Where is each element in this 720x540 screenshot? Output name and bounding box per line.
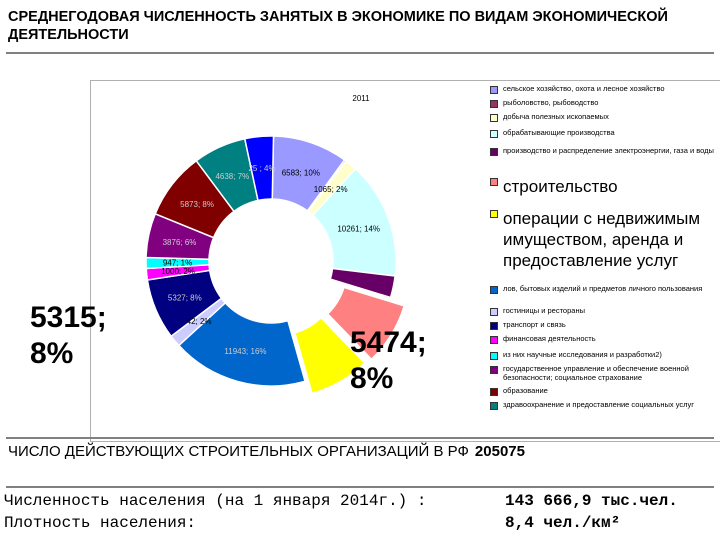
orgs-label: ЧИСЛО ДЕЙСТВУЮЩИХ СТРОИТЕЛЬНЫХ ОРГАНИЗАЦИЙ В РФ bbox=[8, 443, 469, 460]
slice-data-label: 947; 1% bbox=[162, 258, 193, 268]
legend-item bbox=[490, 334, 718, 344]
legend-item bbox=[490, 400, 718, 410]
callout-left: 5315; 8% bbox=[30, 301, 107, 370]
legend-label: рыболовство, рыбоводство bbox=[503, 98, 599, 107]
legend-swatch bbox=[490, 210, 498, 218]
legend-swatch bbox=[490, 336, 498, 344]
legend-label: лов, бытовых изделий и предметов личного пользования bbox=[503, 284, 703, 293]
legend-label: государственное управление и обеспечение военной безопасности; социальное страхование bbox=[503, 364, 689, 382]
legend-item bbox=[490, 98, 718, 108]
legend-item bbox=[490, 284, 718, 294]
density-value: 8,4 чел./км² bbox=[505, 514, 621, 532]
slice-data-label: 1000; 2% bbox=[161, 266, 195, 276]
legend-item bbox=[490, 320, 718, 330]
legend-label: здравоохранение и предоставление социальных услуг bbox=[503, 400, 695, 409]
page-title: СРЕДНЕГОДОВАЯ ЧИСЛЕННОСТЬ ЗАНЯТЫХ В ЭКОНОМИКЕ ПО ВИДАМ ЭКОНОМИЧЕСКОЙ ДЕЯТЕЛЬНОСТИ bbox=[8, 9, 668, 43]
legend-item bbox=[490, 364, 718, 382]
slice-data-label: 5327; 8% bbox=[167, 293, 202, 303]
slice-data-label: 42; 2% bbox=[186, 316, 212, 326]
legend-item bbox=[490, 112, 718, 122]
legend-label: производство и распределение электроэнергии, газа и воды bbox=[503, 146, 714, 155]
legend-label: операции с недвижимым имуществом, аренда и предоставление услуг bbox=[503, 209, 701, 270]
orgs-line bbox=[8, 443, 525, 460]
legend-item bbox=[490, 176, 720, 197]
legend-swatch bbox=[490, 352, 498, 360]
legend-item bbox=[490, 386, 718, 396]
legend-swatch bbox=[490, 148, 498, 156]
legend-label: строительство bbox=[503, 177, 618, 196]
legend-label: гостиницы и рестораны bbox=[503, 306, 585, 315]
callout-right: 5474; 8% bbox=[350, 326, 427, 395]
legend-label: обрабатывающие производства bbox=[503, 128, 615, 137]
legend-item bbox=[490, 84, 718, 94]
legend-swatch bbox=[490, 100, 498, 108]
legend-swatch bbox=[490, 308, 498, 316]
slice-data-label: 4638; 7% bbox=[215, 171, 250, 181]
legend-label: сельское хозяйство, охота и лесное хозяйство bbox=[503, 84, 665, 93]
population-value: 143 666,9 тыс.чел. bbox=[505, 492, 678, 510]
slice-data-label: 11943; 16% bbox=[224, 346, 267, 356]
density-label: Плотность населения: bbox=[4, 514, 197, 532]
legend-item bbox=[490, 146, 718, 156]
legend-item bbox=[490, 128, 718, 138]
legend-swatch bbox=[490, 178, 498, 186]
slice-data-label: 10261; 14% bbox=[337, 224, 381, 234]
chart-title: 2011 bbox=[352, 94, 370, 103]
legend-item bbox=[490, 208, 720, 271]
legend-label: финансовая деятельность bbox=[503, 334, 596, 343]
population-label: Численность населения (на 1 января 2014г.) : bbox=[4, 492, 427, 510]
legend-label: транспорт и связь bbox=[503, 320, 566, 329]
title-divider bbox=[6, 52, 714, 54]
slice-data-label: 3876; 6% bbox=[162, 237, 197, 247]
slice-data-label: 6583; 10% bbox=[281, 168, 320, 178]
legend-item bbox=[490, 350, 718, 360]
legend-swatch bbox=[490, 286, 498, 294]
stats-divider bbox=[6, 486, 714, 488]
legend-swatch bbox=[490, 366, 498, 374]
legend-swatch bbox=[490, 114, 498, 122]
legend-label: из них научные исследования и разработки2) bbox=[503, 350, 662, 359]
legend-swatch bbox=[490, 86, 498, 94]
legend-swatch bbox=[490, 130, 498, 138]
slice-data-label: 1065; 2% bbox=[313, 185, 348, 195]
slice-data-label: 5873; 8% bbox=[180, 199, 214, 209]
legend-label: добыча полезных ископаемых bbox=[503, 112, 609, 121]
slice-data-label: 25 ; 4% bbox=[248, 163, 276, 173]
legend-label: образование bbox=[503, 386, 548, 395]
legend-item bbox=[490, 306, 718, 316]
chart-divider bbox=[6, 437, 714, 439]
legend-swatch bbox=[490, 322, 498, 330]
legend-swatch bbox=[490, 388, 498, 396]
orgs-value: 205075 bbox=[474, 443, 525, 460]
legend-swatch bbox=[490, 402, 498, 410]
